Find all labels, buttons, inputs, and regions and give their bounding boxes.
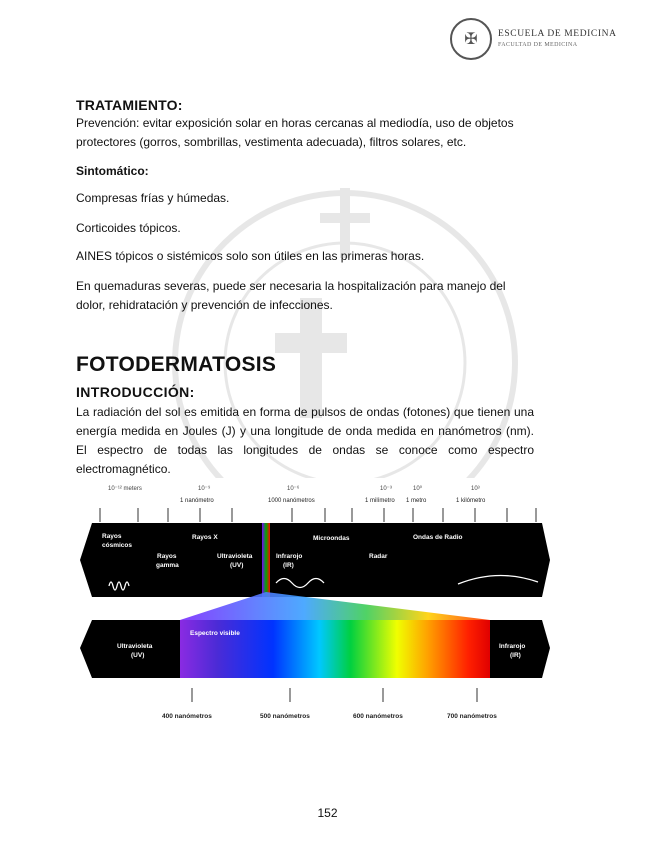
school-logo (450, 18, 617, 60)
scale-label: 10⁻¹² meters (108, 486, 142, 492)
band-label: Rayos X (192, 534, 218, 541)
logo-line1: ESCUELA DE MEDICINA (498, 29, 617, 40)
university-seal-icon: ✠ (450, 18, 492, 60)
page-number: 152 (317, 806, 338, 820)
electromagnetic-spectrum-figure (80, 478, 550, 728)
logo-text (498, 30, 617, 48)
prevencion-paragraph: Prevención: evitar exposición solar en horas cercanas al mediodía, uso de objetos protectores (gorros, sombrillas, vestimenta adecuada), filtros solares, etc. (76, 116, 514, 149)
band-label: gamma (156, 562, 179, 569)
visible-spectrum-gradient (180, 620, 490, 678)
intro-heading: INTRODUCCIÓN: (76, 384, 195, 400)
tratamiento-heading: TRATAMIENTO: (76, 97, 183, 113)
band-label: (IR) (283, 562, 294, 569)
scale-label: 10⁻⁹ (198, 486, 211, 492)
scale-label: 1 metro (406, 498, 427, 504)
treatment-item: En quemaduras severas, puede ser necesaria la hospitalización para manejo del dolor, rehidratación y prevención de infecciones. (76, 279, 506, 312)
section-title: FOTODERMATOSIS (76, 353, 277, 376)
treatment-item: Corticoides tópicos. (76, 221, 181, 235)
band-label: cósmicos (102, 542, 132, 549)
nm-label: 500 nanómetros (260, 713, 310, 720)
band-label: Rayos (102, 533, 122, 540)
nm-label: 700 nanómetros (447, 713, 497, 720)
scale-label: 10³ (471, 486, 480, 492)
visible-band-label: (UV) (131, 652, 145, 659)
treatment-item: Compresas frías y húmedas. (76, 191, 230, 205)
nm-label: 600 nanómetros (353, 713, 403, 720)
logo-line2: FACULTAD DE MEDICINA (498, 41, 578, 48)
visible-band-label: Ultravioleta (117, 643, 153, 650)
band-label: Radar (369, 553, 388, 560)
band-label: Ondas de Radio (413, 534, 463, 541)
scale-label: 1 milímetro (365, 498, 395, 504)
band-label: Infrarojo (276, 553, 303, 560)
visible-band-label: Infrarojo (499, 643, 526, 650)
scale-label: 10⁰ (413, 486, 423, 492)
intro-paragraph: La radiación del sol es emitida en forma de pulsos de ondas (fotones) que tienen una energía medida en Joules (J) y una longitude de onda medida en nanómetros (nm). El espectro de todas las longitudes de ondas se conoce como espectro electromagnético. (76, 405, 534, 476)
band-label: Microondas (313, 535, 350, 542)
sintomatico-heading: Sintomático: (76, 164, 149, 178)
nm-ticks (192, 688, 477, 702)
top-scale-ticks (100, 508, 536, 522)
visible-slit (262, 523, 270, 597)
scale-label: 1000 nanómetros (268, 498, 315, 504)
nm-label: 400 nanómetros (162, 713, 212, 720)
scale-label: 10⁻³ (380, 486, 392, 492)
treatment-item: AINES tópicos o sistémicos solo son útiles en las primeras horas. (76, 249, 425, 263)
band-label: Ultravioleta (217, 553, 253, 560)
band-label: (UV) (230, 562, 244, 569)
visible-band-label: Espectro visible (190, 630, 240, 637)
scale-label: 1 nanómetro (180, 498, 214, 504)
band-label: Rayos (157, 553, 177, 560)
scale-label: 1 kilómetro (456, 498, 486, 504)
visible-band-label: (IR) (510, 652, 521, 659)
scale-label: 10⁻⁶ (287, 486, 300, 492)
